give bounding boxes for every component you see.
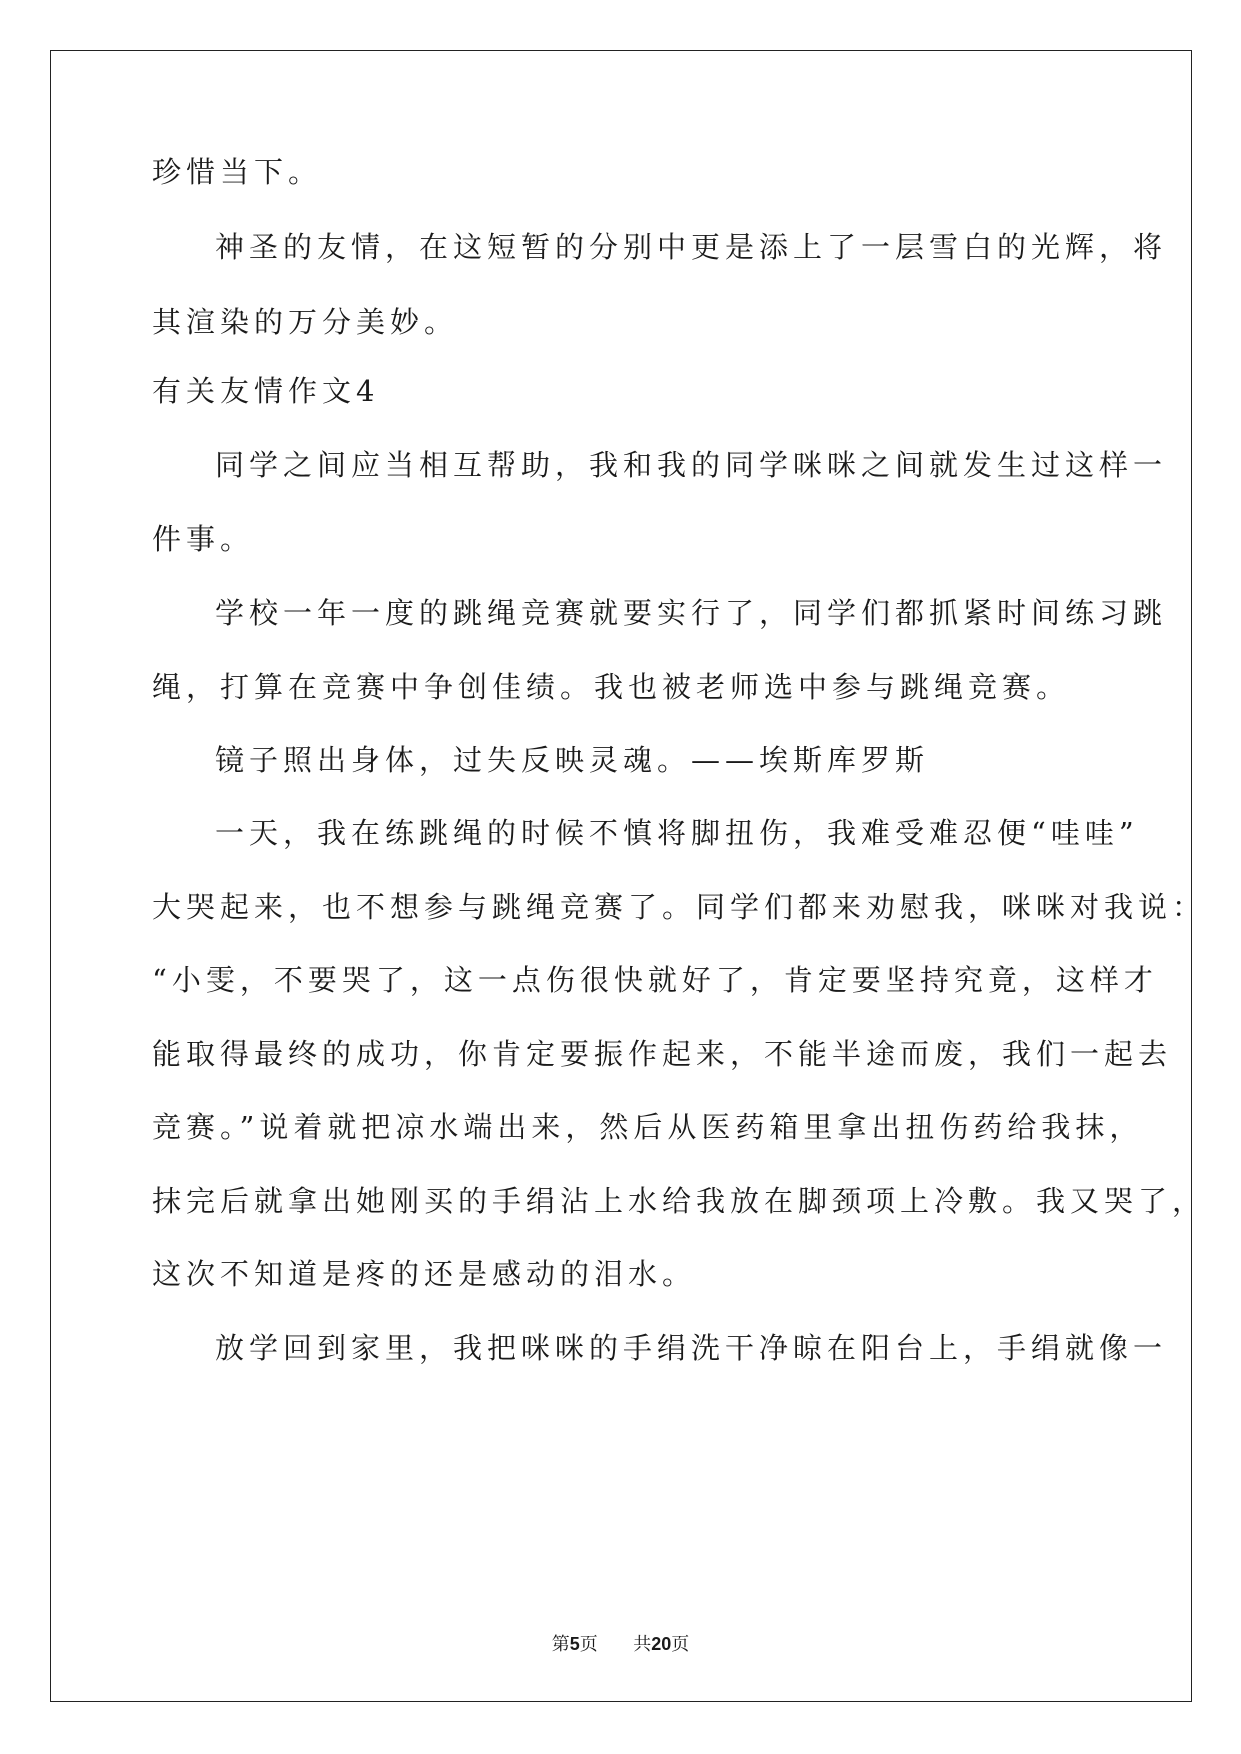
text-line: 抹完后就拿出她刚买的手绢沾上水给我放在脚颈项上冷敷。我又哭了， — [152, 1184, 1207, 1218]
text-line: 件事。 — [152, 522, 255, 556]
total-unit: 页 — [671, 1634, 690, 1655]
text-line: 这次不知道是疼的还是感动的泪水。 — [152, 1257, 697, 1291]
text-line: 神圣的友情，在这短暂的分别中更是添上了一层雪白的光辉，将 — [215, 230, 1168, 264]
text-line: 绳，打算在竞赛中争创佳绩。我也被老师选中参与跳绳竞赛。 — [152, 670, 1071, 704]
page-current: 5 — [569, 1634, 580, 1654]
quote-line: 镜子照出身体，过失反映灵魂。——埃斯库罗斯 — [215, 743, 930, 777]
text-line: “小雯，不要哭了，这一点伤很快就好了，肯定要坚持究竟，这样才 — [152, 963, 1158, 997]
text-line: 放学回到家里，我把咪咪的手绢洗干净晾在阳台上，手绢就像一 — [215, 1331, 1168, 1365]
text-line: 一天，我在练跳绳的时候不慎将脚扭伤，我难受难忍便“哇哇” — [215, 816, 1139, 850]
page-unit: 页 — [579, 1634, 598, 1655]
page-total — [633, 1634, 689, 1655]
text-line: 珍惜当下。 — [152, 155, 323, 189]
page-footer — [0, 1632, 1241, 1657]
section-heading: 有关友情作文4 — [152, 374, 380, 408]
page-border — [50, 50, 1192, 1702]
page-prefix: 第 — [551, 1634, 570, 1655]
text-line: 大哭起来，也不想参与跳绳竞赛了。同学们都来劝慰我，咪咪对我说： — [152, 890, 1207, 924]
text-line: 学校一年一度的跳绳竞赛就要实行了，同学们都抓紧时间练习跳 — [215, 596, 1168, 630]
text-line: 同学之间应当相互帮助，我和我的同学咪咪之间就发生过这样一 — [215, 448, 1168, 482]
total-prefix: 共 — [633, 1634, 652, 1655]
page-number — [552, 1634, 604, 1655]
text-line: 其渲染的万分美妙。 — [152, 305, 459, 339]
total-count: 20 — [651, 1634, 672, 1654]
text-line: 竞赛。”说着就把凉水端出来，然后从医药箱里拿出扭伤药给我抹， — [152, 1110, 1144, 1144]
text-line: 能取得最终的成功，你肯定要振作起来，不能半途而废，我们一起去 — [152, 1037, 1173, 1071]
